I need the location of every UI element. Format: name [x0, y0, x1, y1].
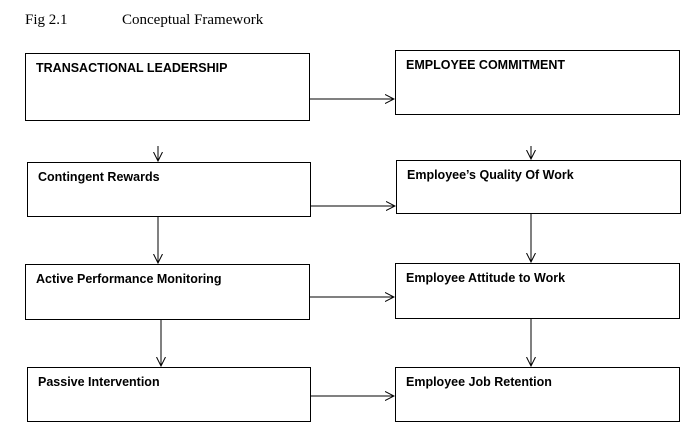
box-employee-quality-of-work-label: Employee’s Quality Of Work: [407, 168, 574, 182]
box-passive-intervention-label: Passive Intervention: [38, 375, 160, 389]
box-contingent-rewards-label: Contingent Rewards: [38, 170, 160, 184]
box-employee-job-retention-label: Employee Job Retention: [406, 375, 552, 389]
box-employee-attitude-to-work-label: Employee Attitude to Work: [406, 271, 566, 285]
figure-title: Conceptual Framework: [122, 12, 264, 28]
box-active-performance-monitoring-label: Active Performance Monitoring: [36, 272, 222, 286]
figure-label: Fig 2.1: [25, 12, 68, 28]
box-transactional-leadership-label: TRANSACTIONAL LEADERSHIP: [36, 61, 228, 75]
box-employee-commitment-label: EMPLOYEE COMMITMENT: [406, 58, 566, 72]
